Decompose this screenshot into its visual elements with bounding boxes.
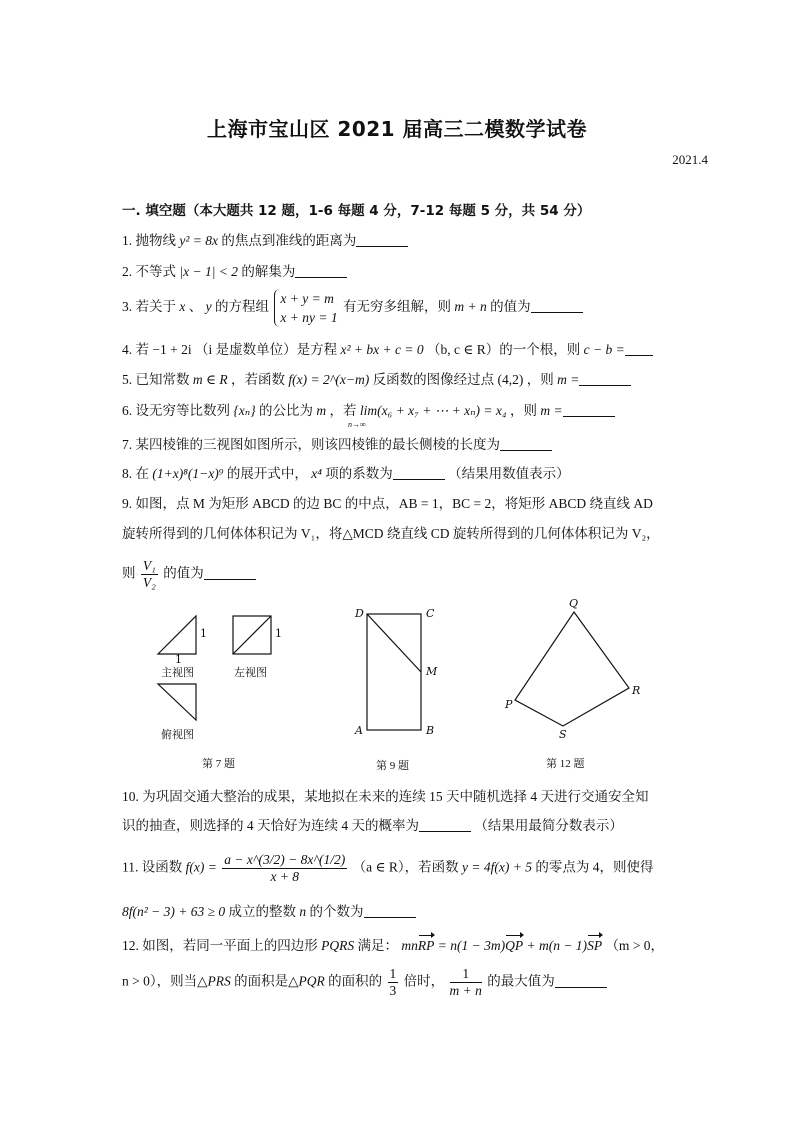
question-10-line-1 [122, 787, 649, 807]
q-text: 已知常数 [135, 372, 190, 387]
q-math: m ∈ R [192, 372, 228, 387]
q-text: 满足： [357, 938, 398, 953]
fraction [388, 966, 399, 999]
q-text: 项的系数为 [325, 466, 393, 481]
point-label-P: P [505, 698, 513, 711]
q-text: 有无穷多组解，则 [342, 299, 451, 315]
q-text: 某四棱锥的三视图如图所示，则该四棱锥的最长侧棱的长度为 [135, 437, 500, 452]
q-text: 如图，点 M 为矩形 ABCD 的边 BC 的中点，AB = 1，BC = 2，将矩形 ABCD 绕直线 AD [135, 496, 653, 511]
equation: x + ny = 1 [280, 310, 338, 325]
figure-12-caption: 第 12 题 [546, 758, 585, 770]
q-number: 4. [122, 342, 133, 357]
q-number: 7. [122, 437, 133, 452]
limit-subscript: n→∞ [348, 420, 366, 429]
figure-9-caption: 第 9 题 [376, 760, 409, 772]
q-math: f(x) = [185, 859, 217, 875]
q-text: 的值为 [163, 565, 204, 581]
q-text: 若关于 [135, 299, 176, 315]
page-title: 上海市宝山区 2021 届高三二模数学试卷 [206, 117, 588, 141]
exam-date: 2021.4 [672, 152, 708, 167]
segment-DM [367, 614, 421, 672]
q-text: 的个数为 [309, 904, 364, 919]
point-label-M: M [426, 665, 438, 678]
question-11-line-2 [122, 902, 416, 922]
q-number: 11. [122, 859, 139, 875]
point-label-S: S [559, 728, 567, 741]
q-math: 8f(n² − 3) + 63 ≥ 0 [122, 904, 226, 919]
question-10-line-2 [122, 816, 623, 836]
q-text: ，若函数 [231, 372, 285, 387]
numerator: a − x^(3/2) − 8x^(1/2) [224, 852, 346, 867]
point-label-C: C [426, 607, 435, 620]
q-text: （m > 0， [605, 938, 665, 953]
q-text: 的零点为 4，则使得 [535, 859, 654, 875]
q-math: x⁴ [311, 466, 322, 481]
q-math: |x − 1| < 2 [179, 264, 239, 279]
q-text: 设函数 [141, 859, 183, 875]
q-math: m + n [454, 299, 487, 315]
q-math: (1+x)⁸(1−x)⁹ [152, 466, 224, 481]
q-text: （结果用数值表示） [448, 466, 570, 481]
q-text: 如图，若同一平面上的四边形 [142, 938, 318, 953]
q-number: 10. [122, 789, 139, 804]
q-text: 反函数的图像经过点 [372, 372, 495, 387]
q-number: 3. [122, 299, 133, 315]
front-view-triangle [158, 616, 196, 654]
vector-QP: QP [505, 936, 523, 956]
q-math: y = 4f(x) + 5 [462, 859, 532, 875]
q-math: m [316, 403, 327, 418]
top-view-triangle [158, 684, 196, 720]
fraction [450, 966, 482, 999]
q-text: n > 0），则当△ [122, 973, 208, 989]
q-text: （i 是虚数单位）是方程 [194, 342, 338, 357]
q-text: 的最大值为 [487, 973, 555, 989]
q-text: 若 [135, 342, 149, 357]
q-text: 的面积的 [328, 973, 383, 989]
q-math: PQRS [321, 938, 355, 953]
top-view-label: 俯视图 [161, 728, 194, 741]
q-math: m = [540, 403, 563, 418]
q-number: 6. [122, 403, 133, 418]
q-text: 旋转所得到的几何体体积记为 V₁，将△MCD 绕直线 CD 旋转所得到的几何体体积记为 V₂， [122, 526, 660, 541]
q-math: PRS [207, 973, 231, 989]
q-text: 不等式 [135, 264, 176, 279]
q-text: 的值为 [490, 299, 531, 315]
q-text: 为巩固交通大整治的成果，某地拟在未来的连续 15 天中随机选择 4 天进行交通安全知 [142, 789, 649, 804]
q-math: −1 + 2i [152, 342, 192, 357]
q-text: 抛物线 [135, 233, 176, 248]
q-number: 12. [122, 938, 139, 953]
q-text: 的公比为 [259, 403, 314, 418]
q-math: n [299, 904, 307, 919]
answer-blank[interactable] [555, 973, 607, 988]
q-math: f(x) = 2^(x−m) [288, 372, 370, 387]
rectangle-ABCD [367, 614, 421, 730]
q-math: y² = 8x [179, 233, 219, 248]
q-text: ，若 [329, 403, 357, 418]
q-text: 倍时， [403, 973, 445, 989]
denominator: x + 8 [270, 869, 300, 884]
q-math: mn [401, 938, 418, 953]
question-11-line-1 [122, 852, 654, 885]
numerator: 1 [389, 966, 397, 981]
denominator: V₂ [142, 575, 156, 590]
dimension-label: 1 [275, 627, 282, 640]
section-heading: 一. 填空题（本大题共 12 题，1-6 每题 4 分，7-12 每题 5 分，共 54 分） [122, 203, 591, 219]
side-view-label: 左视图 [234, 666, 267, 679]
vector-RP: RP [418, 936, 435, 956]
q-math: c − b = [583, 342, 625, 357]
point-label-D: D [355, 607, 364, 620]
dimension-label: 1 [175, 653, 182, 666]
q-number: 8. [122, 466, 133, 481]
question-12-line-1 [122, 936, 664, 956]
numerator: V₁ [142, 558, 156, 573]
q-text: 设无穷等比数列 [135, 403, 230, 418]
quadrilateral-PQRS [515, 612, 629, 726]
dimension-label: 1 [200, 627, 207, 640]
q-math: PQR [298, 973, 325, 989]
q-text: 的面积是△ [234, 973, 299, 989]
q-text: 、 [188, 299, 203, 315]
q-number: 2. [122, 264, 133, 279]
q-math: x² + bx + c = 0 [340, 342, 424, 357]
denominator: 3 [389, 983, 397, 998]
q-math: y [205, 299, 212, 315]
q-math: x [179, 299, 186, 315]
q-text: 识的抽查，则选择的 4 天恰好为连续 4 天的概率为 [122, 818, 419, 833]
q-math: lim(x₆ + x₇ + ⋯ + xₙ) = x₄ [359, 403, 507, 418]
q-text: 的焦点到准线的距离为 [221, 233, 357, 248]
q-text: （结果用最简分数表示） [474, 818, 623, 833]
q-math: + m(n − 1) [523, 938, 588, 953]
point-label-R: R [632, 684, 641, 697]
vector-SP: SP [587, 936, 602, 956]
q-text: 的解集为 [241, 264, 296, 279]
q-text: 在 [135, 466, 149, 481]
point-label-Q: Q [569, 597, 579, 610]
q-number: 9. [122, 496, 133, 511]
q-math: {xₙ} [233, 403, 256, 418]
q-math: (4,2) [497, 372, 524, 387]
q-math: m = [557, 372, 580, 387]
fraction [222, 852, 347, 885]
denominator: m + n [449, 983, 482, 998]
q-text: 的方程组 [215, 299, 269, 315]
q-math: = n(1 − 3m) [434, 938, 506, 953]
q-text: 的展开式中， [226, 466, 308, 481]
answer-blank[interactable] [364, 903, 416, 918]
q-text: ，则 [509, 403, 537, 418]
front-view-label: 主视图 [161, 666, 194, 679]
q-text: （b, c ∈ R）的一个根，则 [426, 342, 581, 357]
q-number: 5. [122, 372, 133, 387]
question-12-line-2 [122, 966, 607, 999]
q-text: 则 [122, 565, 136, 581]
q-number: 1. [122, 233, 133, 248]
answer-blank[interactable] [419, 817, 471, 832]
q-text: 成立的整数 [228, 904, 297, 919]
numerator: 1 [450, 966, 482, 983]
point-label-B: B [426, 724, 435, 737]
q-text: （a ∈ R），若函数 [352, 859, 459, 875]
q-text: ，则 [526, 372, 554, 387]
point-label-A: A [355, 724, 363, 737]
figure-7-caption: 第 7 题 [202, 758, 235, 770]
equation: x + y = m [280, 291, 334, 306]
side-view-diagonal [233, 616, 271, 654]
